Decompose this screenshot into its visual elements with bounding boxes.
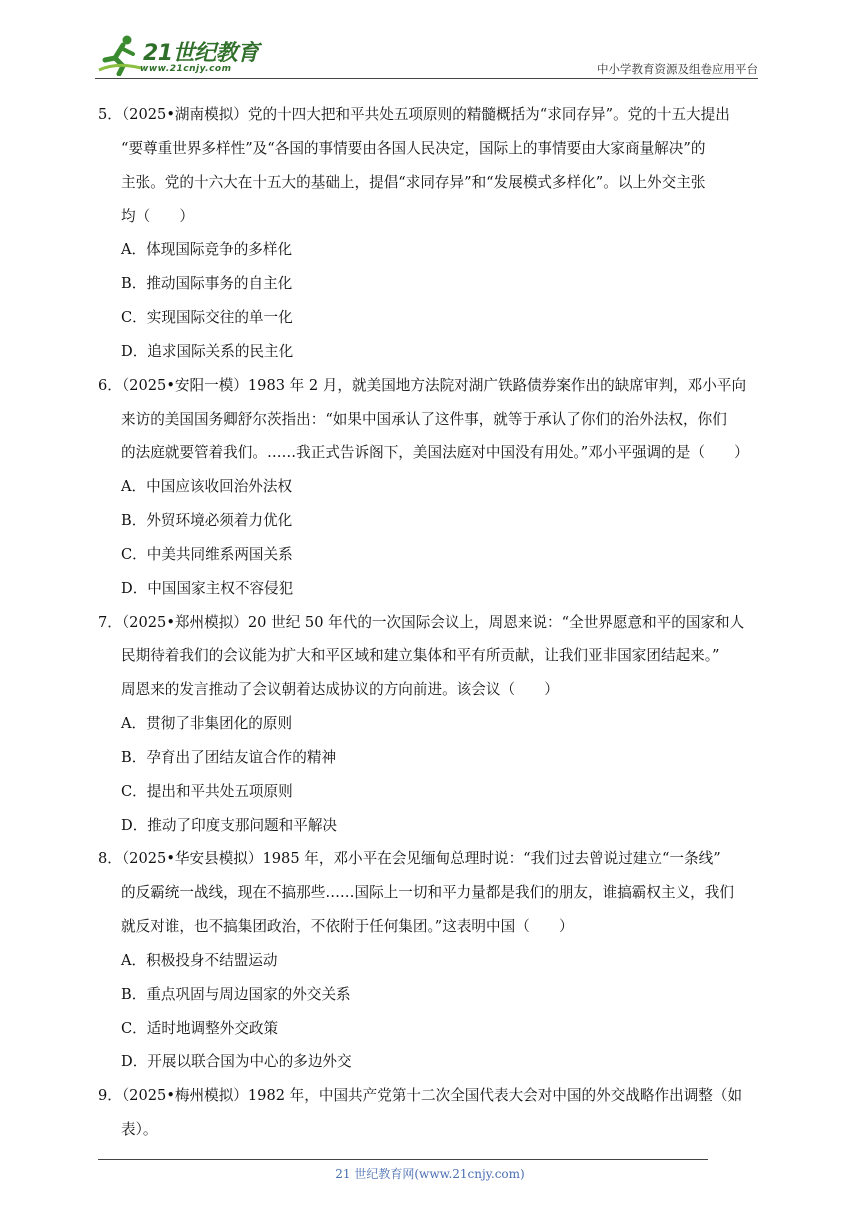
footer-link[interactable]: 21 世纪教育网(www.21cnjy.com) bbox=[335, 1167, 525, 1181]
footer-divider bbox=[98, 1159, 708, 1160]
question-7-option-d[interactable]: D．推动了印度支那问题和平解决 bbox=[121, 817, 338, 834]
question-5-line-3: 主张。党的十六大在十五大的基础上，提倡“求同存异”和“发展模式多样化”。以上外交主张 bbox=[121, 174, 706, 191]
question-6-line-3: 的法庭就要管着我们。……我正式告诉阁下，美国法庭对中国没有用处。”邓小平强调的是（ ） bbox=[121, 444, 749, 461]
question-5-option-d[interactable]: D．追求国际关系的民主化 bbox=[121, 343, 294, 360]
question-6-option-a[interactable]: A．中国应该收回治外法权 bbox=[121, 478, 293, 495]
logo-text: 21世纪教育 bbox=[143, 41, 259, 66]
page-header bbox=[95, 30, 758, 82]
logo-url: www.21cnjy.com bbox=[140, 64, 232, 74]
site-logo[interactable] bbox=[95, 30, 265, 78]
question-8-line-3: 就反对谁，也不搞集团政治，不依附于任何集团。”这表明中国（ ） bbox=[121, 918, 574, 935]
question-5-option-a[interactable]: A．体现国际竞争的多样化 bbox=[121, 241, 293, 258]
question-5-line-4: 均（ ） bbox=[121, 208, 194, 225]
question-6-line-2: 来访的美国国务卿舒尔茨指出：“如果中国承认了这件事，就等于承认了你们的治外法权，你们 bbox=[121, 411, 727, 428]
question-8-option-b[interactable]: B．重点巩固与周边国家的外交关系 bbox=[121, 986, 351, 1003]
question-9-line-2: 表）。 bbox=[121, 1121, 158, 1138]
question-8-line-2: 的反霸统一战线，现在不搞那些……国际上一切和平力量都是我们的朋友，谁搞霸权主义，我们 bbox=[121, 884, 734, 901]
question-5-line-2: “要尊重世界多样性”及“各国的事情要由各国人民决定，国际上的事情要由大家商量解决”的 bbox=[121, 140, 706, 157]
header-divider bbox=[95, 78, 758, 79]
question-8-option-d[interactable]: D．开展以联合国为中心的多边外交 bbox=[121, 1053, 352, 1070]
question-7-option-b[interactable]: B．孕育出了团结友谊合作的精神 bbox=[121, 749, 337, 766]
platform-tagline: 中小学教育资源及组卷应用平台 bbox=[597, 62, 758, 76]
question-6-line-1: 6．（2025•安阳一模）1983 年 2 月，就美国地方法院对湖广铁路债券案作出的缺席审判，邓小平向 bbox=[98, 377, 747, 394]
question-5-option-b[interactable]: B．推动国际事务的自主化 bbox=[121, 275, 293, 292]
question-5-line-1: 5．（2025•湖南模拟）党的十四大把和平共处五项原则的精髓概括为“求同存异”。党的十五大提出 bbox=[98, 106, 730, 123]
question-9-line-1: 9．（2025•梅州模拟）1982 年，中国共产党第十二次全国代表大会对中国的外交战略作出调整（如 bbox=[98, 1087, 743, 1104]
runner-logo-icon bbox=[97, 34, 143, 76]
question-6-option-c[interactable]: C．中美共同维系两国关系 bbox=[121, 546, 293, 563]
question-7-line-3: 周恩来的发言推动了会议朝着达成协议的方向前进。该会议（ ） bbox=[121, 681, 559, 698]
question-7-line-1: 7．（2025•郑州模拟）20 世纪 50 年代的一次国际会议上，周恩来说：“全世界愿意和平的国家和人 bbox=[98, 614, 745, 631]
question-6-option-b[interactable]: B．外贸环境必须着力优化 bbox=[121, 512, 293, 529]
question-7-line-2: 民期待着我们的会议能为扩大和平区域和建立集体和平有所贡献，让我们亚非国家团结起来。” bbox=[121, 647, 720, 664]
question-6-option-d[interactable]: D．中国国家主权不容侵犯 bbox=[121, 580, 294, 597]
question-5-option-c[interactable]: C．实现国际交往的单一化 bbox=[121, 309, 293, 326]
question-8-line-1: 8．（2025•华安县模拟）1985 年，邓小平在会见缅甸总理时说：“我们过去曾说过建立“一条线” bbox=[98, 850, 721, 867]
question-7-option-c[interactable]: C．提出和平共处五项原则 bbox=[121, 783, 293, 800]
question-7-option-a[interactable]: A．贯彻了非集团化的原则 bbox=[121, 715, 293, 732]
question-8-option-c[interactable]: C．适时地调整外交政策 bbox=[121, 1020, 279, 1037]
question-8-option-a[interactable]: A．积极投身不结盟运动 bbox=[121, 952, 278, 969]
